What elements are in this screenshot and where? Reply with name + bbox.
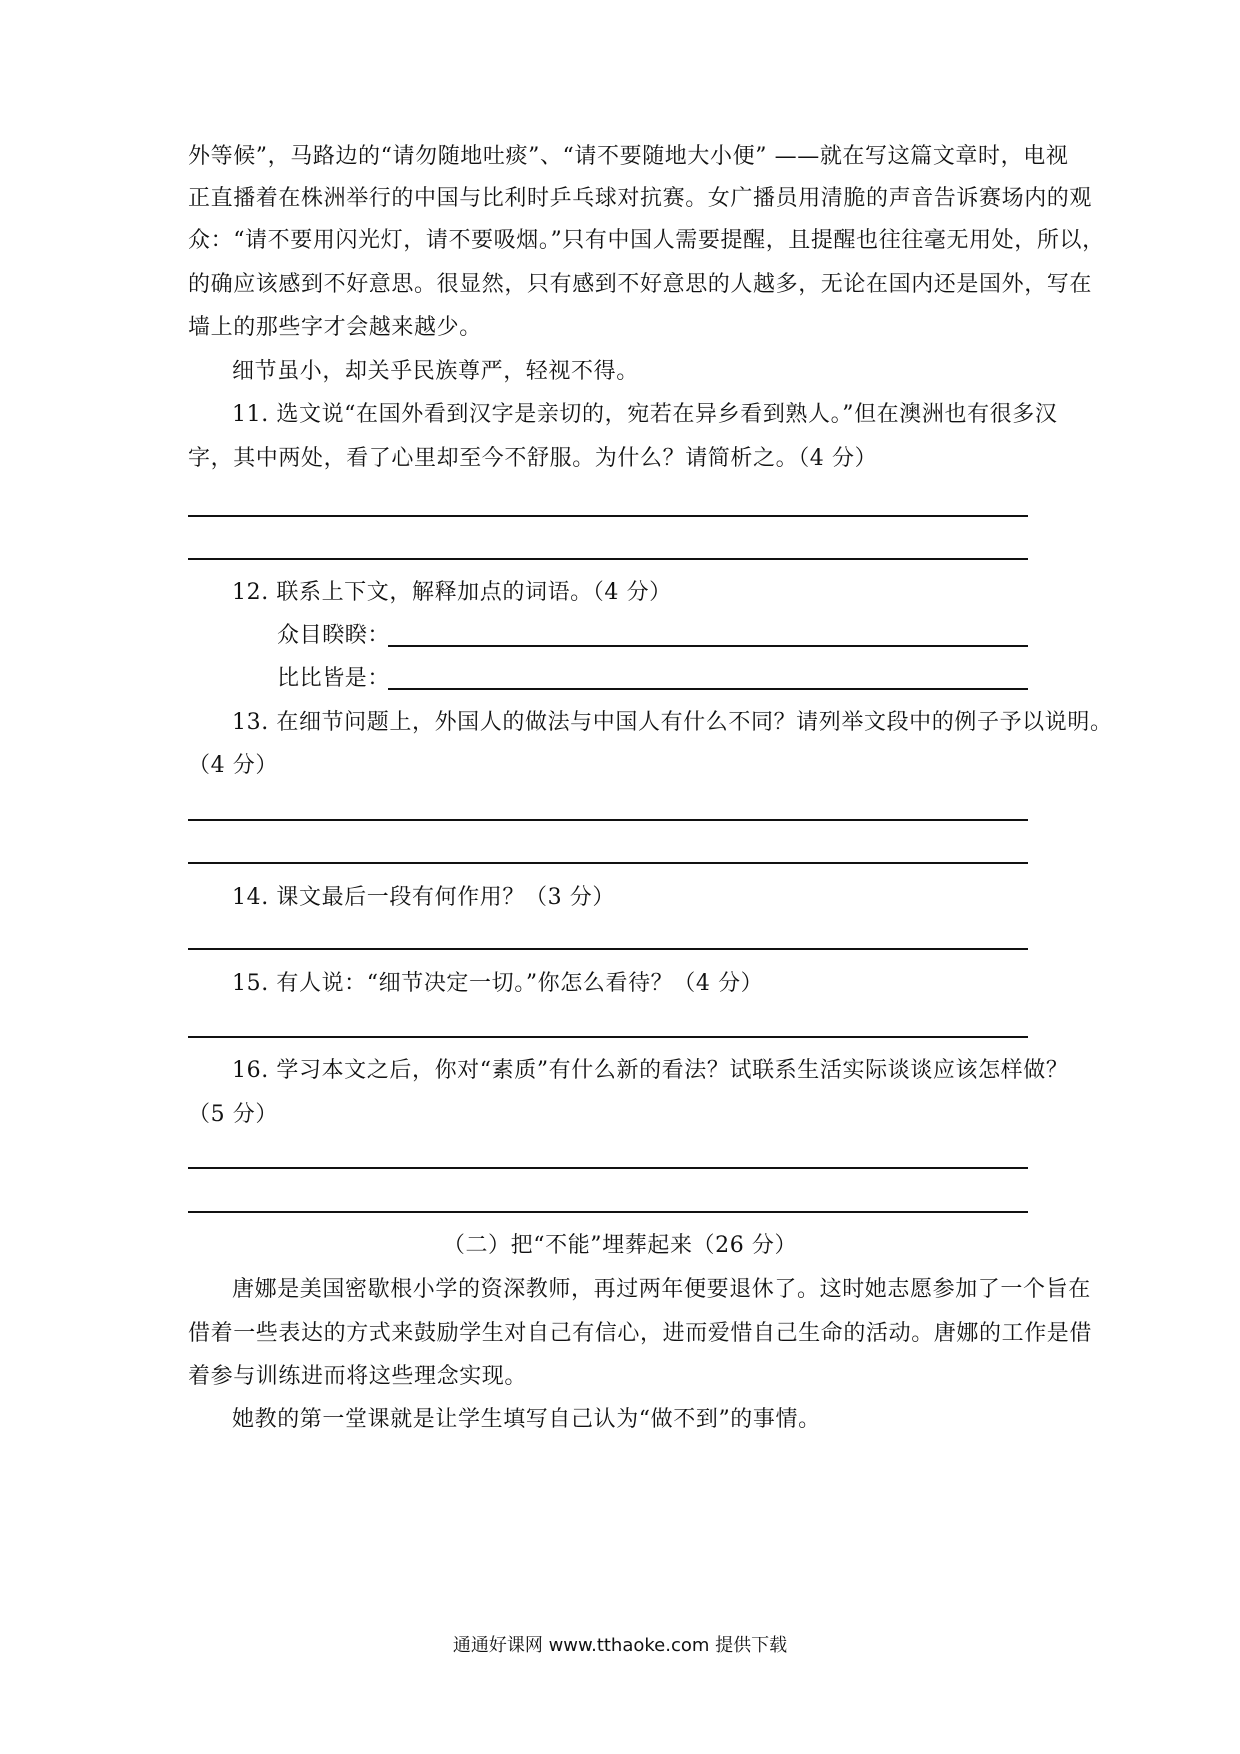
answer-line xyxy=(188,515,1028,517)
question-14: 14. 课文最后一段有何作用？（3 分） xyxy=(232,885,615,910)
section-line: 着参与训练进而将这些理念实现。 xyxy=(188,1364,528,1389)
question-11-cont: 字，其中两处，看了心里却至今不舒服。为什么？请简析之。（4 分） xyxy=(188,446,878,471)
question-13: 13. 在细节问题上，外国人的做法与中国人有什么不同？请列举文段中的例子予以说明。 xyxy=(232,710,1113,735)
passage-line: 的确应该感到不好意思。很显然，只有感到不好意思的人越多，无论在国内还是国外，写在 xyxy=(188,272,1093,297)
term-label: 比比皆是： xyxy=(277,666,391,691)
question-15: 15. 有人说：“细节决定一切。”你怎么看待？（4 分） xyxy=(232,971,764,996)
section-line: 唐娜是美国密歇根小学的资深教师，再过两年便要退休了。这时她志愿参加了一个旨在 xyxy=(232,1277,1091,1302)
passage-line: 众：“请不要用闪光灯，请不要吸烟。”只有中国人需要提醒，且提醒也往往毫无用处，所以， xyxy=(188,228,1105,253)
passage-line: 外等候”，马路边的“请勿随地吐痰”、“请不要随地大小便” ——就在写这篇文章时，电视 xyxy=(188,144,1069,169)
page-footer: 通通好课网 www.tthaoke.com 提供下载 xyxy=(452,1635,788,1656)
answer-line xyxy=(188,819,1028,821)
answer-line xyxy=(388,645,1028,647)
section-line: 借着一些表达的方式来鼓励学生对自己有信心，进而爱惜自己生命的活动。唐娜的工作是借 xyxy=(188,1321,1093,1346)
question-16: 16. 学习本文之后，你对“素质”有什么新的看法？试联系生活实际谈谈应该怎样做？ xyxy=(232,1058,1069,1083)
answer-line xyxy=(188,1167,1028,1169)
question-12: 12. 联系上下文，解释加点的词语。（4 分） xyxy=(232,580,672,605)
question-11: 11. 选文说“在国外看到汉字是亲切的，宛若在异乡看到熟人。”但在澳洲也有很多汉 xyxy=(232,402,1058,427)
passage-closing: 细节虽小，却关乎民族尊严，轻视不得。 xyxy=(232,359,639,384)
question-16-cont: （5 分） xyxy=(188,1102,278,1127)
answer-line xyxy=(188,862,1028,864)
answer-line xyxy=(388,688,1028,690)
answer-line xyxy=(188,558,1028,560)
passage-line: 正直播着在株洲举行的中国与比利时乒乓球对抗赛。女广播员用清脆的声音告诉赛场内的观 xyxy=(188,186,1093,211)
term-label: 众目睽睽： xyxy=(277,623,391,648)
question-13-cont: （4 分） xyxy=(188,753,278,778)
passage-line: 墙上的那些字才会越来越少。 xyxy=(188,315,482,340)
section-title: （二）把“不能”埋葬起来（26 分） xyxy=(442,1233,798,1258)
section-para: 她教的第一堂课就是让学生填写自己认为“做不到”的事情。 xyxy=(232,1407,821,1432)
answer-line xyxy=(188,1036,1028,1038)
answer-line xyxy=(188,1211,1028,1213)
answer-line xyxy=(188,948,1028,950)
